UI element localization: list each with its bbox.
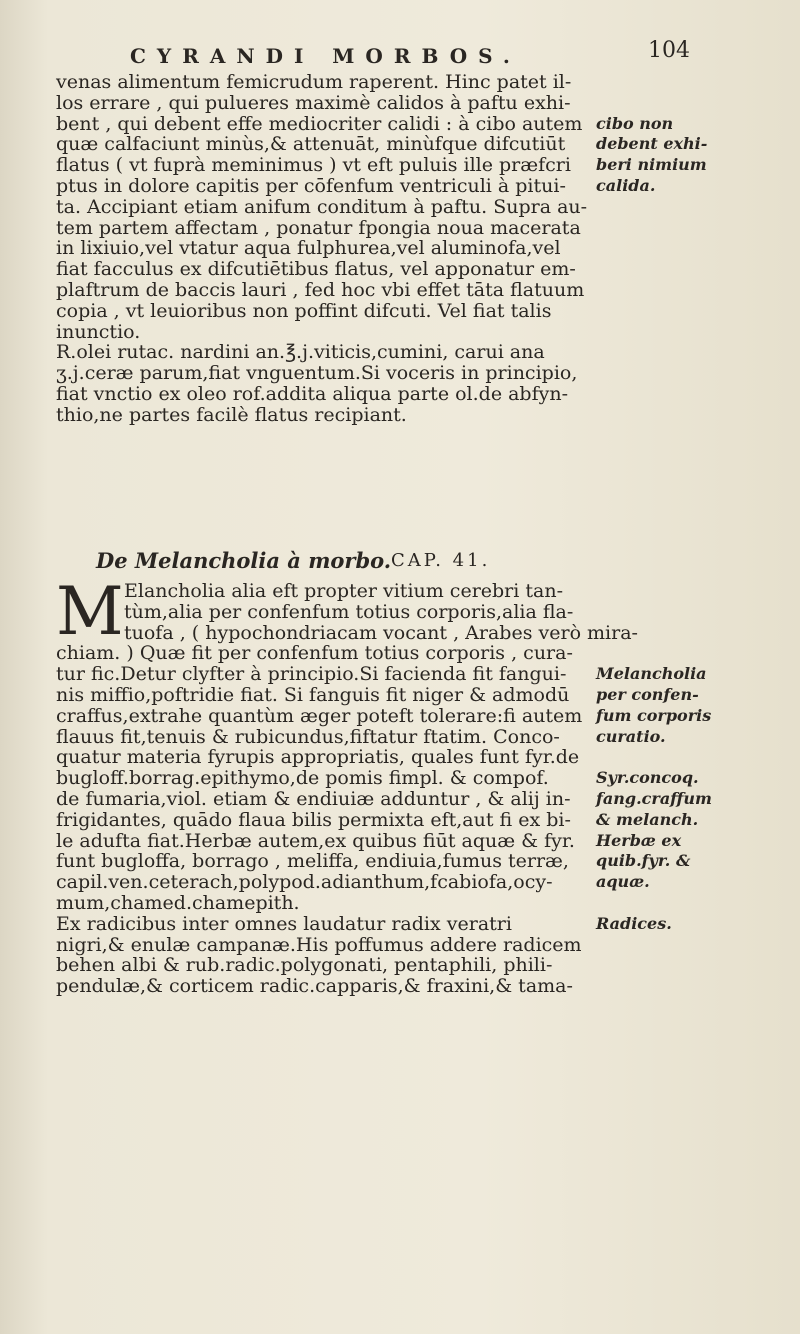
text-line xyxy=(56,363,756,384)
marginal-note: fum corporis xyxy=(596,705,712,725)
text-line xyxy=(56,747,756,768)
marginal-note: & melanch. xyxy=(596,809,699,829)
line-text: in lixiuio,vel vtatur aqua fulphurea,vel aluminofa,vel xyxy=(56,237,561,260)
line-text: bent , qui debent effe mediocriter calidi : à cibo autem xyxy=(56,112,583,135)
text-line xyxy=(56,914,756,935)
text-line xyxy=(56,218,756,239)
line-text: craffus,extrahe quantùm æger poteft tolerare:fi autem xyxy=(56,704,583,727)
page-number: 104 xyxy=(648,38,690,63)
line-text: flauus fit,tenuis & rubicundus,fiftatur ftatim. Conco- xyxy=(56,725,560,748)
text-line xyxy=(56,301,756,322)
text-line xyxy=(56,935,756,956)
marginal-note: calida. xyxy=(596,175,656,195)
text-line xyxy=(56,810,756,831)
text-line xyxy=(56,623,756,644)
marginal-note: aquæ. xyxy=(596,872,650,892)
chapter-heading xyxy=(56,548,756,578)
text-line xyxy=(56,72,756,93)
line-text: chiam. ) Quæ fit per confenfum totius corporis , cura- xyxy=(56,642,573,665)
line-text: funt bugloffa, borrago , meliffa, endiuia,fumus terræ, xyxy=(56,850,569,873)
text-line xyxy=(56,197,756,218)
chapter-number: CAP. 41. xyxy=(391,550,491,571)
marginal-note: fang.craffum xyxy=(596,788,712,808)
line-text: bugloff.borrag.epithymo,de pomis fimpl. & compof. xyxy=(56,767,549,790)
text-line xyxy=(56,955,756,976)
text-line xyxy=(56,155,756,176)
text-line xyxy=(56,643,756,664)
line-text: capil.ven.ceterach,polypod.adianthum,fcabiofa,ocy- xyxy=(56,871,553,894)
section-2-text xyxy=(56,573,756,998)
line-text: behen albi & rub.radic.polygonati, pentaphili, phili- xyxy=(56,954,553,977)
text-line xyxy=(56,664,756,685)
line-text: tem partem affectam , ponatur fpongia noua macerata xyxy=(56,216,581,239)
line-text: R.olei rutac. nardini an.℥.j.viticis,cumini, carui ana xyxy=(56,341,545,364)
marginal-note: Syr.concoq. xyxy=(596,768,699,788)
text-line xyxy=(56,851,756,872)
running-title: CYRANDI MORBOS. xyxy=(130,44,521,68)
marginal-note: per confen- xyxy=(596,684,699,704)
text-line xyxy=(56,93,756,114)
text-line xyxy=(56,789,756,810)
marginal-note: Herbæ ex xyxy=(596,830,682,850)
text-line xyxy=(56,405,756,426)
text-line xyxy=(56,976,756,997)
text-line xyxy=(56,384,756,405)
chapter-title: De Melancholia à morbo. xyxy=(96,548,392,573)
line-text: tuofa , ( hypochondriacam vocant , Arabes verò mira- xyxy=(124,621,638,644)
section-1-text xyxy=(56,72,756,426)
line-text: venas alimentum femicrudum raperent. Hinc patet il- xyxy=(56,71,572,93)
line-text: tur fic.Detur clyfter à principio.Si facienda fit fangui- xyxy=(56,663,567,686)
marginal-note: debent exhi- xyxy=(596,134,708,154)
text-line xyxy=(56,685,756,706)
line-text: pendulæ,& corticem radic.capparis,& fraxini,& tama- xyxy=(56,975,573,998)
line-text: nis miffio,poftridie fiat. Si fanguis fit niger & admodū xyxy=(56,683,570,706)
line-text: fiat facculus ex difcutiētibus flatus, vel apponatur em- xyxy=(56,258,576,281)
line-text: plaftrum de baccis lauri , fed hoc vbi effet tāta flatuum xyxy=(56,278,585,301)
text-line xyxy=(56,831,756,852)
line-text: inunctio. xyxy=(56,320,141,343)
line-text: le adufta fiat.Herbæ autem,ex quibus fiūt aquæ & fyr. xyxy=(56,829,575,852)
text-line xyxy=(56,176,756,197)
line-text: thio,ne partes facilè flatus recipiant. xyxy=(56,403,407,426)
line-text: ptus in dolore capitis per cōfenfum ventriculi à pitui- xyxy=(56,174,566,197)
line-text: de fumaria,viol. etiam & endiuiæ adduntur , & alij in- xyxy=(56,787,571,810)
text-line xyxy=(56,727,756,748)
line-text: nigri,& enulæ campanæ.His poffumus addere radicem xyxy=(56,933,582,956)
text-line xyxy=(56,322,756,343)
running-head xyxy=(130,38,690,72)
text-line xyxy=(56,581,756,602)
line-text: tùm,alia per confenfum totius corporis,alia fla- xyxy=(124,600,574,623)
line-text: los errare , qui pulueres maximè calidos à paftu exhi- xyxy=(56,91,571,114)
line-text: Elancholia alia eft propter vitium cerebri tan- xyxy=(124,580,564,602)
text-line xyxy=(56,602,756,623)
text-line xyxy=(56,706,756,727)
text-line xyxy=(56,342,756,363)
line-text: fiat vnctio ex oleo rof.addita aliqua parte ol.de abfyn- xyxy=(56,382,569,405)
line-text: copia , vt leuioribus non poffint difcuti. Vel fiat talis xyxy=(56,299,552,322)
line-text: quatur materia fyrupis appropriatis, quales funt fyr.de xyxy=(56,746,580,769)
text-line xyxy=(56,114,756,135)
line-text: ʒ.j.ceræ parum,fiat vnguentum.Si voceris in principio, xyxy=(56,362,578,385)
marginal-note: curatio. xyxy=(596,726,666,746)
text-line xyxy=(56,872,756,893)
text-line xyxy=(56,259,756,280)
line-text: Ex radicibus inter omnes laudatur radix veratri xyxy=(56,912,512,935)
line-text: mum,chamed.chamepith. xyxy=(56,891,300,914)
text-line xyxy=(56,134,756,155)
marginal-note: Radices. xyxy=(596,913,672,933)
text-line xyxy=(56,893,756,914)
line-text: ta. Accipiant etiam anifum conditum à paftu. Supra au- xyxy=(56,195,588,218)
text-line xyxy=(56,280,756,301)
marginal-note: cibo non xyxy=(596,113,674,133)
text-line xyxy=(56,768,756,789)
line-text: quæ calfaciunt minùs,& attenuāt, minùfque difcutiūt xyxy=(56,133,566,156)
line-text: frigidantes, quādo flaua bilis permixta eft,aut fi ex bi- xyxy=(56,808,571,831)
marginal-note: quib.fyr. & xyxy=(596,851,691,871)
text-line xyxy=(56,238,756,259)
marginal-note: beri nimium xyxy=(596,155,707,175)
line-text: flatus ( vt fuprà meminimus ) vt eft puluis ille præfcri xyxy=(56,154,571,177)
drop-cap: M xyxy=(56,573,124,650)
marginal-note: Melancholia xyxy=(596,664,707,684)
